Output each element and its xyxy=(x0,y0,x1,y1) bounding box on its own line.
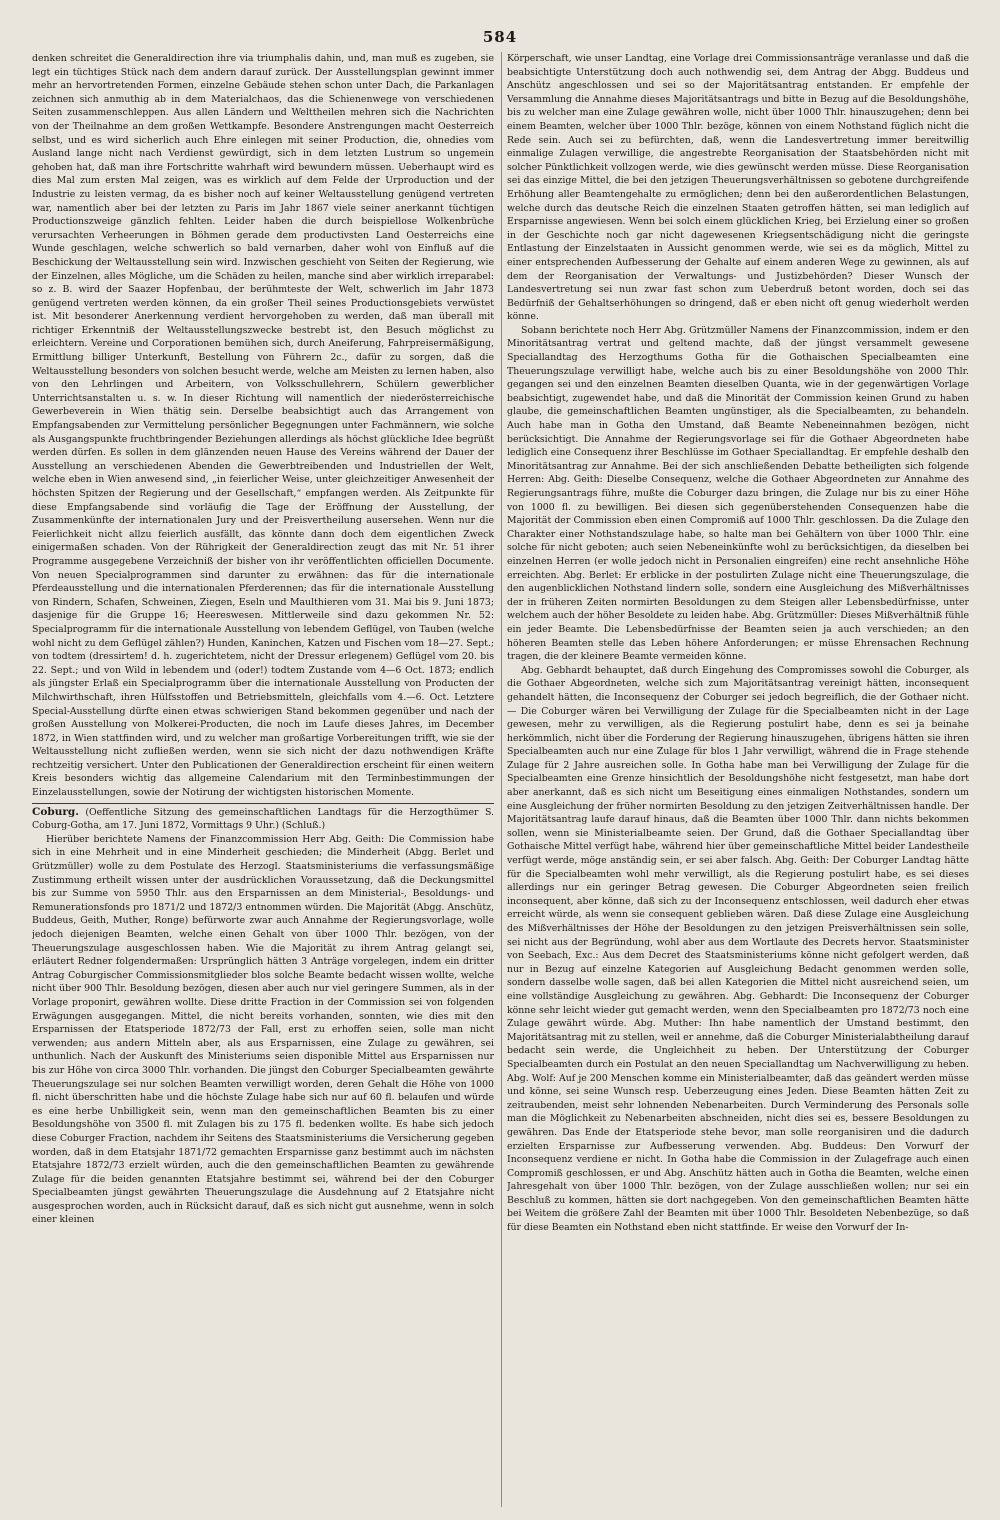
minority-motion-paragraph: Sobann berichtete noch Herr Abg. Grützmüller Namens der Finanzcommission, indem er den Minoritätsantrag vertrat und geltend machte, daß der jüngst versammelt gewesene Speciallandtag des Herzogthums Gotha für die Gothaischen Specialbeamten eine Theuerungszulage verwilligt habe, welche auch bis zu einer Besoldungshöhe von 2000 Thlr. gegangen sei und den einzelnen Beamten dieselben Quanta, wie in der gegenwärtigen Vorlage beabsichtigt, zugewendet habe, und daß die Minorität der Commission keinen Grund zu haben glaube, die gemeinschaftlichen Beamten ungünstiger, als die Specialbeamten, zu behandeln. Auch habe man in Gotha den Umstand, daß Beamte Nebeneinnahmen bezögen, nicht berücksichtigt. Die Annahme der Regierungsvorlage sei für die Gothaer Abgeordneten habe lediglich eine Consequenz ihrer Beschlüsse im Gothaer Speciallandtag. Er empfehle deshalb den Minoritätsantrag zur Annahme. Bei der sich anschließenden Debatte betheiligten sich folgende Herren: Abg. Geith: Dieselbe Consequenz, welche die Gothaer Abgeordneten zur Annahme des Regierungsantrags führe, mußte die Coburger dazu bringen, die Zulage nur bis zu einer Höhe von 1000 fl. zu bewilligen. Bei diesen sich gegenüberstehenden Consequenzen habe die Majorität der Commission eben einen Compromiß auf 1000 Thlr. geschlossen. Da die Zulage den Charakter einer Nothstandszulage habe, so halte man bei Gehältern von über 1000 Thlr. eine solche für nicht geboten; auch seien Nebeneinkünfte wohl zu berücksichtigen, da dieselben bei einzelnen Herren (er wolle jedoch nicht in Personalien eingreifen) eine recht ansehnliche Höhe erreichten. Abg. Berlet: Er erblicke in der postulirten Zulage nicht eine Theuerungszulage, die den augenblicklichen Nothstand lindern solle, sondern eine Ausgleichung des Mißverhältnisses der in früheren Zeiten normirten Besoldungen zu dem Steigen aller Lebensbedürfnisse, unter welchem auch der höher Besoldete zu leiden habe. Abg. Grützmüller: Dieses Mißverhältniß fühle ein jeder Beamte. Die Lebensbedürfnisse der Beamten seien ja auch verschieden; an den höheren Beamten stelle das Leben höhere Anforderungen; er müsse Ehrensachen Rechnung tragen, die der kleinere Beamte vermeiden könne. xyxy=(507,324,969,663)
coburg-report-paragraph: Hierüber berichtete Namens der Finanzcommission Herr Abg. Geith: Die Commission habe sich in eine Mehrheit und in eine Minderheit geschieden; die Minderheit (Abgg. Berlet und Grützmüller) wolle zu dem Postulate des Herzogl. Staatsministeriums die verfassungsmäßige Zustimmung ertheilt wissen unter der ausdrücklichen Voraussetzung, daß die Deckungsmittel bis zur Summe von 5950 Thlr. aus den Ersparnissen an dem Ministerial-, Besoldungs- und Remunerationsfonds pro 1871/2 und 1872/3 entnommen würden. Die Majorität (Abgg. Anschütz, Buddeus, Geith, Muther, Ronge) befürworte zwar auch Annahme der Regierungsvorlage, wolle jedoch diejenigen Beamten, welche einen Gehalt von über 1000 Thlr. bezögen, von der Theuerungszulage ausgeschlossen haben. Wie die Majorität zu ihrem Antrag gelangt sei, erläutert Redner folgendermaßen: Ursprünglich hätten 3 Anträge vorgelegen, indem ein dritter Antrag Coburgischer Commissionsmitglieder blos solche Beamte bedacht wissen wollte, welche nicht über 900 Thlr. Besoldung bezögen, diesen aber auch nur viel geringere Summen, als in der Vorlage proponirt, gewähren wollte. Diese dritte Fraction in der Commission sei von folgenden Erwägungen ausgegangen. Mittel, die nicht bereits vorhanden, sonnten, wie dies mit den Ersparnissen der Etatsperiode 1872/73 der Fall, erst zu erhoffen seien, solle man nicht verwenden; aus andern Mitteln aber, als aus Ersparnissen, eine Zulage zu gewähren, sei unthunlich. Nach der Auskunft des Ministeriums seien disponible Mittel aus Ersparnissen nur bis zur Höhe von circa 3000 Thlr. vorhanden. Die jüngst den Coburger Specialbeamten gewährte Theuerungszulage sei nur solchen Beamten verwilligt worden, deren Gehalt die Höhe von 1000 fl. nicht überschritten habe und die höchste Zulage habe sich nur auf 60 fl. belaufen und würde es eine herbe Unbilligkeit sein, wenn man den gemeinschaftlichen Beamten bis zu einer Besoldungshöhe von 3500 fl. mit Zulagen bis zu 175 fl. bedenken wollte. Es habe sich jedoch diese Coburger Fraction, nachdem ihr Seitens des Staatsministeriums die Versicherung gegeben worden, daß in dem Etatsjahr 1871/72 gemachten Ersparnisse ganz bestimmt auch im nächsten Etatsjahre 1872/73 erzielt würden, auch die den gemeinschaftlichen Beamten zu gewährende Zulage für die beiden genannten Etatsjahre bestimmt sei, während bei der den Coburger Specialbeamten jüngst gewährten Theuerungszulage die Ausdehnung auf 2 Etatsjahre nicht ausgesprochen worden, auch in Rücksicht darauf, daß es sich nicht gut ausnehme, wenn in solch einer kleinen xyxy=(32,833,494,1226)
exhibition-article-paragraph: denken schreitet die Generaldirection ihre via triumphalis dahin, und, man muß es zugeben, sie legt ein tüchtiges Stück nach dem andern darauf zurück. Der Ausstellungsplan gewinnt immer mehr an hervortretenden Formen, einzelne Gebäude stehen schon unter Dach, die Parkanlagen zeichnen sich anmuthig ab in dem Materialchaos, das die Schienenwege von verschiedenen Seiten zusammenschleppen. Aus allen Ländern und Welttheilen mehren sich die Nachrichten von der Theilnahme an dem großen Wettkampfe. Besondere Anstrengungen macht Oesterreich selbst, und es wird sicherlich auch Ehre einlegen mit seiner Production, die, ohnedies vom Ausland lange nicht nach Verdienst gewürdigt, sich in dem letzten Lustrum so ungemein gehoben hat, daß man ihre Fortschritte wahrhaft wird bewundern müssen. Ueberhaupt wird es dies Mal zum ersten Mal zeigen, was es wirklich auf dem Felde der Urproduction und der Industrie zu leisten vermag, da es bisher noch auf keiner Weltausstellung genügend vertreten war, namentlich aber bei der letzten zu Paris im Jahr 1867 viele seiner anerkannt tüchtigen Productionszweige gänzlich fehlten. Leider haben die durch beispiellose Wolkenbrüche verursachten Verheerungen in Böhmen gerade dem productivsten Land Oesterreichs eine Wunde geschlagen, welche schwerlich so bald vernarben, daher wohl von Einfluß auf die Beschickung der Weltausstellung sein wird. Inzwischen geschieht von Seiten der Regierung, wie der Einzelnen, alles Mögliche, um die Schäden zu heilen, manche sind aber wirklich irreparabel: so z. B. wird der Saazer Hopfenbau, der berühmteste der Welt, schwerlich im Jahr 1873 genügend vertreten werden können, da ein großer Theil seines Productionsgebiets verwüstet ist. Mit besonderer Anerkennung verdient hervorgehoben zu werden, daß man überall mit richtiger Erkenntniß der Weltausstellungszwecke bestrebt ist, den Besuch möglichst zu erleichtern. Vereine und Corporationen bemühen sich, durch Aneiferung, Fahrpreisermäßigung, Ermittlung billiger Unterkunft, Bestellung von Führern 2c., dafür zu sorgen, daß die Weltausstellung besonders von solchen besucht werde, welche am Meisten zu lernen haben, also von den Lehrlingen und Arbeitern, von Volksschullehrern, Schülern gewerblicher Unterrichtsanstalten u. s. w. In dieser Richtung will namentlich der niederösterreichische Gewerbeverein in Wien thätig sein. Derselbe beabsichtigt auch das Arrangement von Empfangsabenden zur Vermittelung persönlicher Begegnungen unter Fachmännern, wie solche als Ausgangspunkte fruchtbringender Beziehungen allerdings als höchst glückliche Idee begrüßt werden dürfen. Es sollen in dem glänzenden neuen Hause des Vereins während der Dauer der Ausstellung an verschiedenen Abenden die Gewerbtreibenden und Industriellen der Welt, welche eben in Wien anwesend sind, „in feierlicher Weise, unter gleichzeitiger Anwesenheit der höchsten Spitzen der Regierung und der Gesellschaft,“ empfangen werden. Als Zeitpunkte für diese Empfangsabende sind vorläufig die Tage der Eröffnung der Ausstellung, der Zusammenkünfte der internationalen Jury und der Preisvertheilung ausersehen. Wenn nur die Feierlichkeit nicht allzu feierlich ausfällt, das könnte dann doch dem eigentlichen Zweck einigermaßen schaden. Von der Rührigkeit der Generaldirection zeugt das mit Nr. 51 ihrer Programme ausgegebene Verzeichniß der bisher von ihr veröffentlichten officiellen Documente. Von neuen Specialprogrammen sind darunter zu erwähnen: das für die internationale Pferdeausstellung und die internationalen Pferderennen; das für die internationale Ausstellung von Rindern, Schafen, Schweinen, Ziegen, Eseln und Maulthieren vom 31. Mai bis 9. Juni 1873; dasjenige für die Gruppe 16; Heereswesen. Mittlerweile sind dazu gekommen Nr. 52: Specialprogramm für die internationale Ausstellung von lebendem Geflügel, von Tauben (welche wohl nicht zu dem Geflügel zählen?) Hunden, Kaninchen, Katzen und Fischen vom 18—27. Sept.; von todtem (dressirtem! d. h. zugerichtetem, nicht der Dressur erlegenem) Geflügel vom 20. bis 22. Sept.; und von Wild in lebendem und (oder!) todtem Zustande vom 4—6 Oct. 1873; endlich als jüngster Erlaß ein Specialprogramm über die internationale Ausstellung von Producten der Milchwirthschaft, ihren Hülfsstoffen und Betriebsmitteln, gleichfalls vom 4.—6. Oct. Letztere Special-Ausstellung dürfte einen etwas schwierigen Stand bekommen gegenüber und nach der großen Ausstellung von Molkerei-Producten, die noch im Laufe dieses Jahres, im December 1872, in Wien stattfinden wird, und zu welcher man großartige Vorbereitungen trifft, wie sie der Weltausstellung nicht zufließen werden, wenn sie sich nicht der dazu nothwendigen Kräfte rechtzeitig versichert. Unter den Publicationen der Generaldirection erscheint für einen weitern Kreis besonders wichtig das allgemeine Calendarium mit den Terminbestimmungen der Einzelausstellungen, sowie der Notirung der wichtigsten historischen Momente. xyxy=(32,53,494,799)
majority-motion-paragraph: Körperschaft, wie unser Landtag, eine Vorlage drei Commissionsanträge veranlasse und daß die beabsichtigte Unterstützung doch auch nothwendig sei, dem Antrag der Abgg. Buddeus und Anschütz angeschlossen und sei so der Majoritätsantrag entstanden. Er empfehle der Versammlung die Annahme dieses Majoritätsantrags und bitte in Bezug auf die Besoldungshöhe, bis zu welcher man eine Zulage gewähren wolle, nicht über 1000 Thlr. hinauszugehen; denn bei einem Beamten, welcher über 1000 Thlr. bezöge, können von einem Nothstand füglich nicht die Rede sein. Auch sei zu befürchten, daß, wenn die Landesvertretung immer bereitwillig einmalige Zulagen verwillige, die angestrebte Reorganisation der Staatsbehörden nicht mit solcher Pünktlichkeit vollzogen werde, wie dies gewünscht werden müsse. Diese Reorganisation sei das einzige Mittel, die bei den jetzigen Theuerungsverhältnissen so gebotene durchgreifende Erhöhung aller Beamtengehalte zu ermöglichen; denn bei den außerordentlichen Belastungen, welche durch das deutsche Reich die einzelnen Staaten getroffen hätten, sei man lediglich auf Ersparnisse angewiesen. Wenn bei solch einem glücklichen Krieg, bei Erzielung einer so großen in der Geschichte noch gar nicht dagewesenen Kriegsentschädigung nicht die geringste Entlastung der Einzelstaaten in Aussicht genommen werde, wie sei es da möglich, Mittel zu einer entsprechenden Aufbesserung der Gehalte auf einem anderen Wege zu gewinnen, als auf dem der Reorganisation der Verwaltungs- und Justizbehörden? Dieser Wunsch der Landesvertretung sei nun zwar fast schon zum Ueberdruß betont worden, doch sei das Bedürfniß der Gehaltserhöhungen so dringend, daß er eben nicht oft genug wiederholt werden könne. xyxy=(507,53,969,323)
section-divider xyxy=(32,803,494,804)
debate-paragraph: Abg. Gebhardt behauptet, daß durch Eingehung des Compromisses sowohl die Coburger, als die Gothaer Abgeordneten, welche sich zum Majoritätsantrag vereinigt hätten, inconsequent gehandelt hätten, die Inconsequenz der Coburger sei jedoch begreiflich, die der Gothaer nicht. — Die Coburger wären bei Verwilligung der Zulage für die Specialbeamten nicht in der Lage gewesen, mehr zu verwilligen, als die Regierung postulirt habe, denn es sei ja beinahe herkömmlich, nicht über die Forderung der Regierung hinauszugehen, übrigens hätten sie ihren Specialbeamten auch nur eine Zulage für blos 1 Jahr verwilligt, während die in Frage stehende Zulage für 2 Jahre ausreichen solle. In Gotha habe man bei Verwilligung der Zulage für die Specialbeamten eine Grenze hinsichtlich der Besoldungshöhe nicht festgesetzt, man habe dort aber anerkannt, daß es sich nicht um Beseitigung eines einmaligen Nothstandes, sondern um eine Ausgleichung der früher normirten Besoldung zu den jetzigen Zeitverhältnissen handle. Der Majoritätsantrag laufe darauf hinaus, daß die Beamten über 1000 Thlr. dann nichts bekommen sollen, wenn sie Ministerialbeamte seien. Der Grund, daß die Gothaer Speciallandtag über Gothaische Mittel verfügt habe, während hier über gemeinschaftliche Mittel beider Landestheile verfügt werde, möge anständig sein, er sei aber falsch. Abg. Geith: Der Coburger Landtag hätte für die Specialbeamten wohl mehr verwilligt, als die Regierung postulirt habe, es sei dieses allerdings nur ein geringer Betrag gewesen. Die Coburger Abgeordneten seien freilich inconsequent, aber könne, daß sich zu der Inconsequenz entschlossen, weil dadurch eher etwas erreicht würde, als wenn sie consequent geblieben wären. Daß diese Zulage eine Ausgleichung des Mißverhältnisses der Höhe der Besoldungen zu den jetzigen Preisverhältnissen sein solle, sei nicht aus der Begründung, wohl aber aus dem Wortlaute des Decrets hervor. Staatsminister von Seebach, Exc.: Aus dem Decret des Staatsministeriums könne nicht gefolgert werden, daß nur in Bezug auf einzelne Kategorien auf Ausgleichung Bedacht genommen werden solle, sondern dasselbe wolle sagen, daß bei allen Kategorien die Mittel nicht ausreichend seien, um eine vollständige Ausgleichung zu gewähren. Abg. Gebhardt: Die Inconsequenz der Coburger könne sehr leicht wieder gut gemacht werden, wenn den Specialbeamten pro 1872/73 noch eine Zulage gewährt würde. Abg. Muther: Ihn habe namentlich der Umstand bestimmt, den Majoritätsantrag mit zu stellen, weil er annehme, daß die Coburger Ministerialabtheilung darauf bedacht sein werde, die Ungleichheit zu heben. Der Unterstützung der Coburger Specialbeamten durch ein Postulat an den neuen Speciallandtag um Nachverwilligung zu heben. Abg. Wolf: Auf je 200 Menschen komme ein Ministerialbeamter, daß das geändert werden müsse und könne, sei seine Wunsch resp. Ueberzeugung eines Jeden. Diese Beamten hätten Zeit zu zeitraubenden, meist sehr lohnenden Nebenarbeiten. Durch Verminderung des Personals solle man die Möglichkeit zu Nebenarbeiten abschneiden, nicht dies sei es, bessere Besoldungen zu gewähren. Das Ende der Etatsperiode stehe bevor, man solle reorganisiren und die dadurch erzielten Ersparnisse zur Aufbesserung verwenden. Abg. Buddeus: Den Vorwurf der Inconsequenz verdiene er nicht. In Gotha habe die Commission in der Zulagefrage auch einen Compromiß geschlossen, er und Abg. Anschütz hätten auch in Gotha die Beamten, welche einen Jahresgehalt von über 1000 Thlr. bezögen, von der Zulage ausschließen wollen; nur sei ein Beschluß zu kommen, hätten sie dort nachgegeben. Von den gemeinschaftlichen Beamten hätte bei Weitem die größere Zahl der Beamten mit über 1000 Thlr. Besoldeten Nebenbezüge, so daß für diese Beamten ein Nothstand eben nicht stattfinde. Er weise den Vorwurf der In- xyxy=(507,664,969,1234)
page-number: 584 xyxy=(482,28,518,46)
left-column xyxy=(32,52,494,1510)
coburg-section-header xyxy=(32,806,494,833)
right-column xyxy=(507,52,969,1510)
column-divider xyxy=(501,52,502,1507)
coburg-session-note: (Oeffentliche Sitzung des gemeinschaftlichen Landtags für die Herzogthümer S. Coburg-Gotha, am 17. Juni 1872, Vormittags 9 Uhr.) (Schluß.) xyxy=(32,806,494,832)
coburg-heading: Coburg. xyxy=(32,805,79,818)
